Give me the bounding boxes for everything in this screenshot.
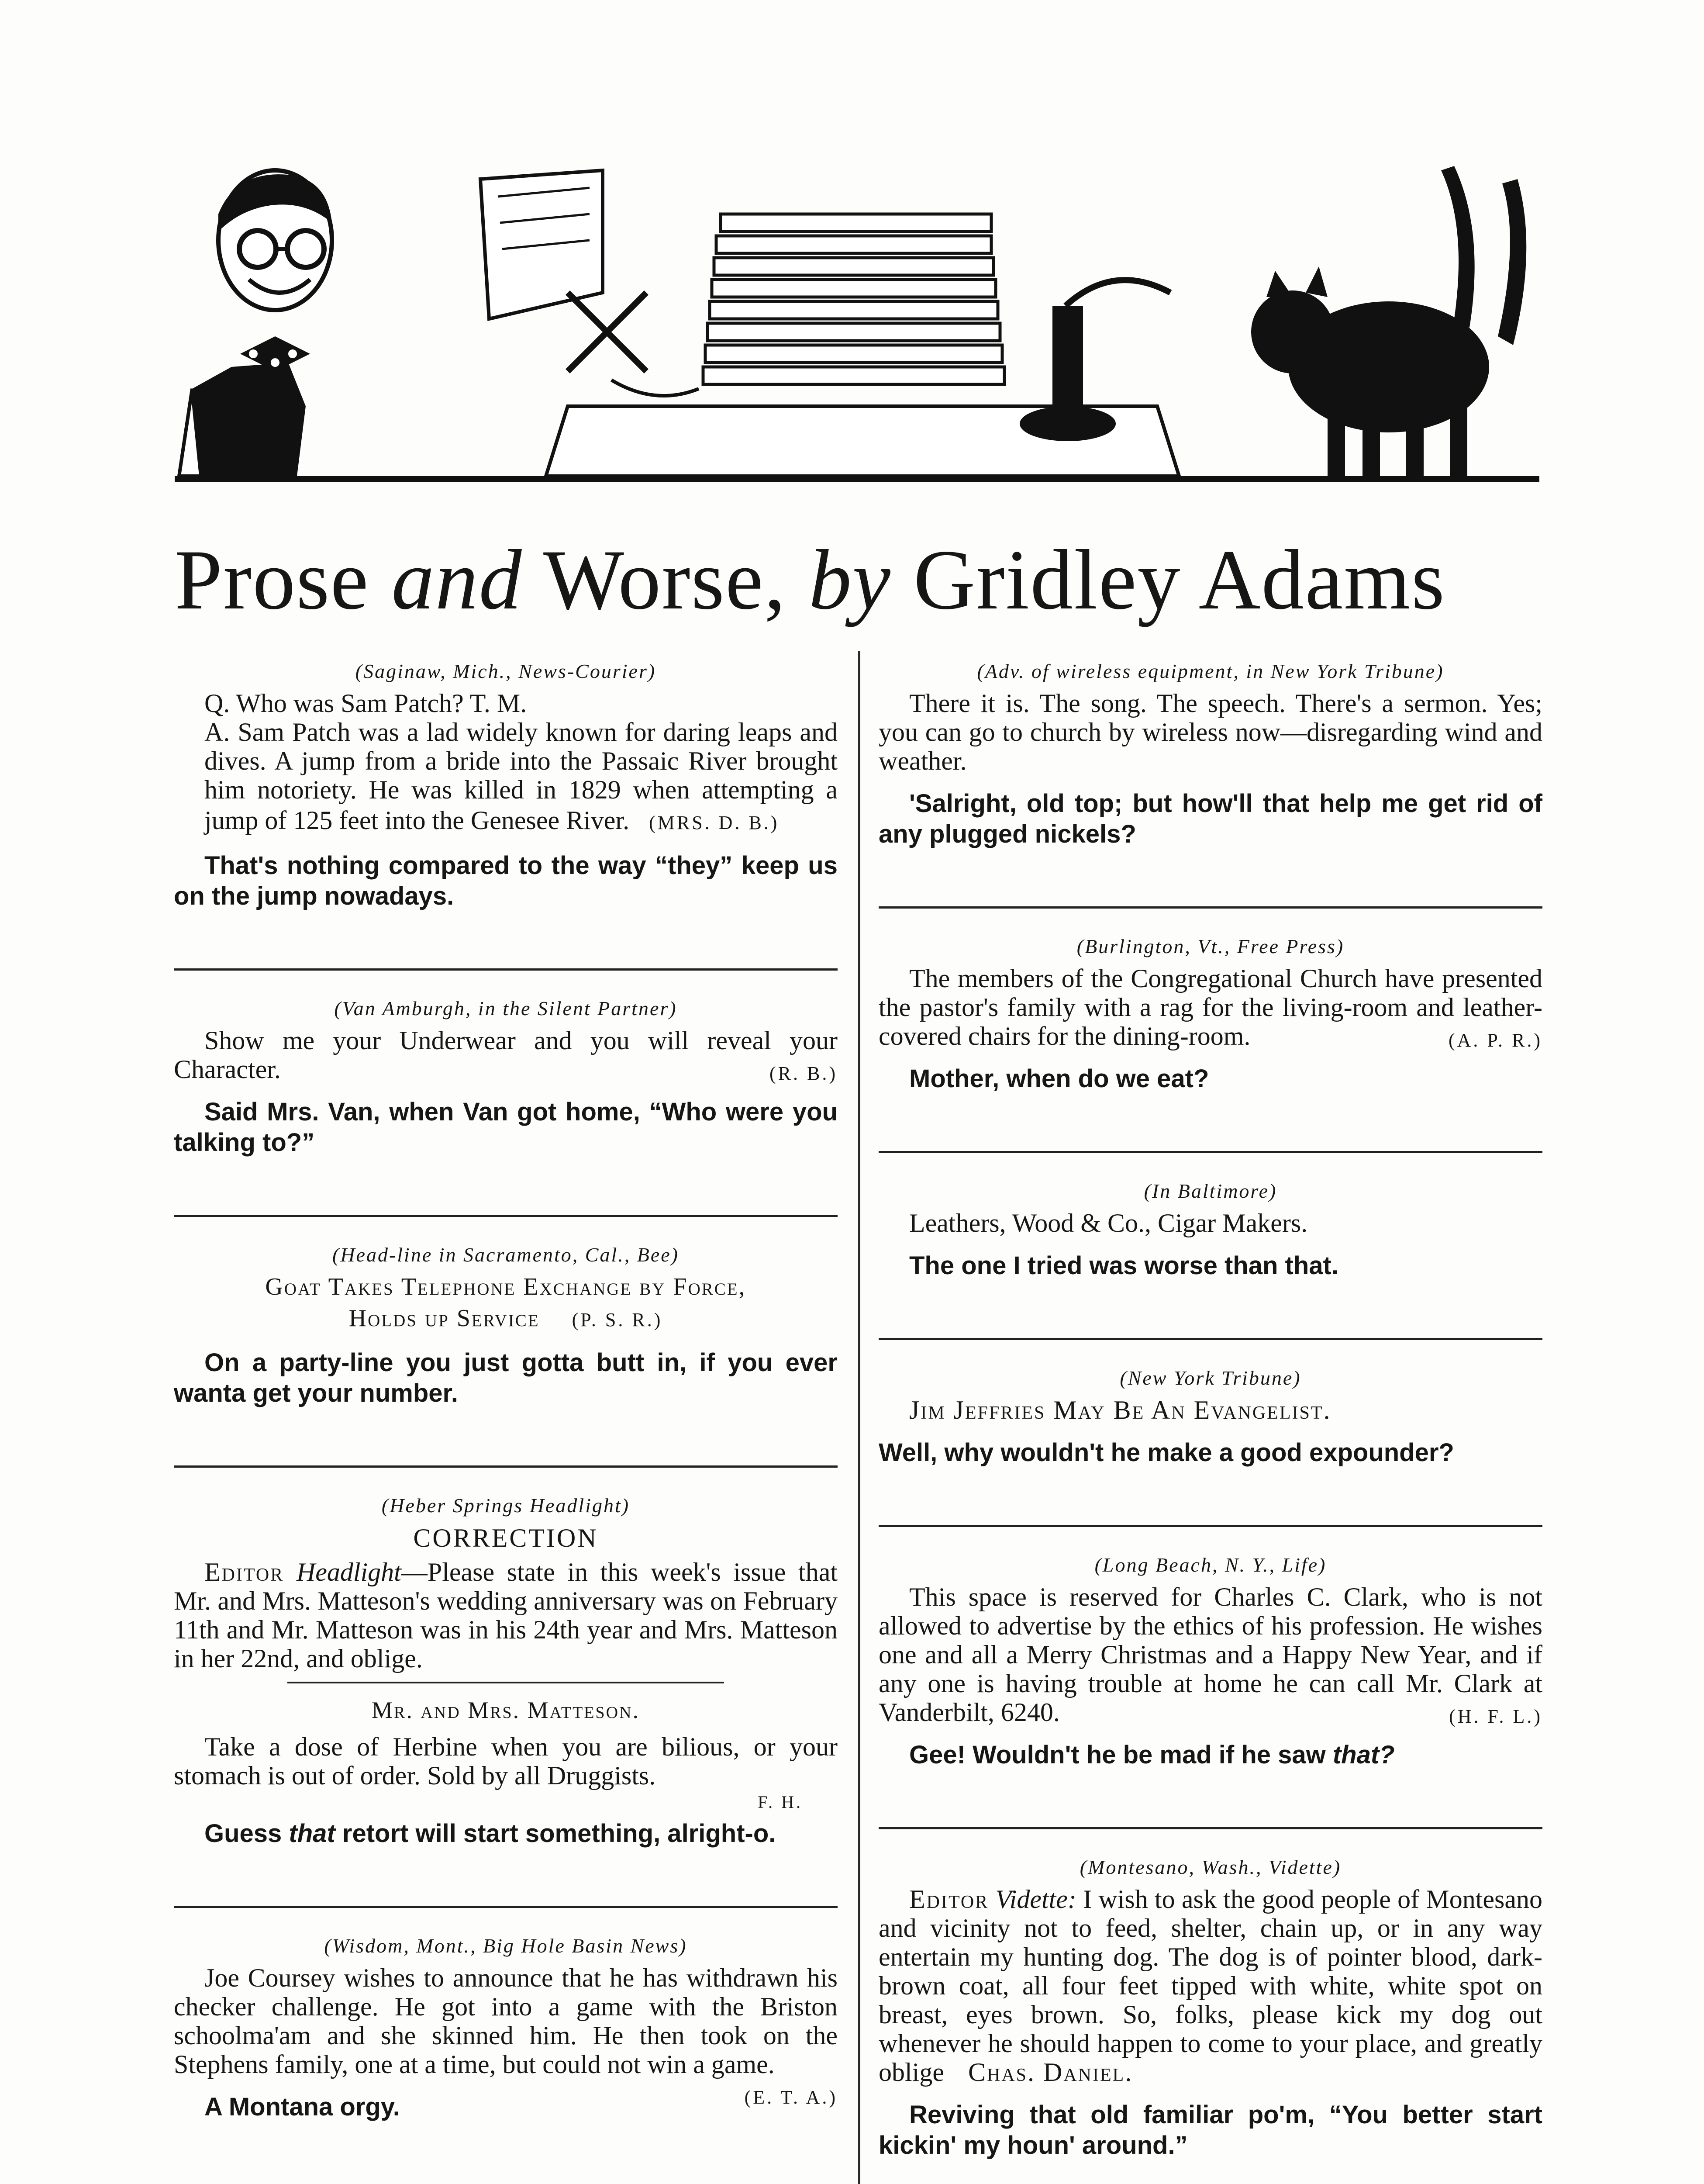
punchline: On a party-line you just gotta butt in, if you ever wanta get your number. [174, 1348, 838, 1407]
item-separator [879, 1151, 1542, 1153]
item-body: Jim Jeffries May Be An Evangelist. [909, 1396, 1331, 1424]
item-separator [174, 1906, 838, 1908]
item-separator [174, 1465, 838, 1468]
item-source: (Heber Springs Headlight) [381, 1494, 630, 1517]
item-body: Joe Coursey wishes to announce that he has withdrawn his checker challenge. He got into a game with the Briston schoolma'am and she skinned him. He then took on the Stephens family, one at a time, but could not win a game. (E. T. A.) [174, 1963, 838, 2079]
punchline: Gee! Wouldn't he be mad if he saw that? [909, 1741, 1395, 1769]
punchline: 'Salright, old top; but how'll that help me get rid of any plugged nickels? [879, 789, 1542, 848]
item-body: This space is reserved for Charles C. Clark, who is not allowed to advertise by the ethics of his profession. He wishes one and all a Merry Christmas and a Happy New Year, and if any one is having trouble at home he can call Mr. Clark at Vanderbilt, 6240. (H. F. L.) [879, 1583, 1542, 1727]
item-body: Leathers, Wood & Co., Cigar Makers. [909, 1209, 1308, 1237]
item-source: (Burlington, Vt., Free Press) [1076, 935, 1345, 957]
item-body: Editor Vidette: I wish to ask the good people of Montesano and vicinity not to feed, shelter, chain up, or in any way entertain my hunting dog. The dog is of pointer blood, dark-brown coat, all four feet tipped with white, white spot on breast, eyes brown. So, folks, please kick my dog out whenever he should happen to come to your place, and greatly oblige Chas. Daniel. [879, 1885, 1542, 2087]
item-separator [879, 906, 1542, 909]
item-body: The members of the Congregational Church have presented the pastor's family with a rag for the living-room and leather-covered chairs for the dining-room. (A. P. R.) [879, 964, 1542, 1051]
item-wisdom [174, 1934, 838, 2122]
left-column [174, 660, 838, 2122]
inner-separator [287, 1682, 724, 1683]
editor-cartoon-illustration [175, 162, 1539, 476]
item-long-beach [879, 1553, 1542, 1770]
signature: Mr. and Mrs. Matteson. [371, 1697, 640, 1723]
item-wireless [879, 660, 1542, 850]
punchline: Said Mrs. Van, when Van got home, “Who were you talking to?” [174, 1098, 838, 1157]
item-montesano [879, 1856, 1542, 2161]
papers-and-scissors [480, 170, 699, 396]
column-divider [858, 651, 860, 2184]
item-source: (Saginaw, Mich., News-Courier) [355, 660, 656, 682]
item-source: (New York Tribune) [1120, 1367, 1301, 1389]
punchline: The one I tried was worse than that. [909, 1251, 1338, 1280]
editor-figure [179, 170, 332, 476]
item-body: There it is. The song. The speech. There's a sermon. Yes; you can go to church by wireless now—disregarding wind and weather. [879, 689, 1542, 775]
correction-heading: CORRECTION [413, 1524, 598, 1552]
contributor-initials: (R. B.) [769, 1063, 838, 1084]
black-cats [1251, 166, 1526, 476]
item-sam-patch [174, 660, 838, 912]
punchline: Mother, when do we eat? [909, 1064, 1209, 1093]
signature: Chas. Daniel. [968, 2058, 1133, 2087]
item-underwear [174, 997, 838, 1158]
item-correction [174, 1494, 838, 1849]
contributor-initials: (MRS. D. B.) [649, 812, 780, 833]
item-separator [879, 1827, 1542, 1829]
page-title: Prose and Worse, by Gridley Adams [175, 532, 1446, 627]
item-source: (Wisdom, Mont., Big Hole Basin News) [324, 1935, 687, 1957]
contributor-initials: (H. F. L.) [1449, 1706, 1542, 1727]
question-text: Q. Who was Sam Patch? T. M. [204, 689, 527, 718]
item-separator [174, 968, 838, 971]
item-source: (In Baltimore) [1144, 1180, 1277, 1202]
item-goat [174, 1243, 838, 1409]
item-burlington [879, 935, 1542, 1094]
contributor-initials: (A. P. R.) [1448, 1030, 1542, 1051]
headline-line-2: Holds up Service (P. S. R.) [174, 1301, 838, 1334]
item-jeffries [879, 1366, 1542, 1468]
contributor-initials: F. H. [758, 1792, 803, 1812]
item-source: (Adv. of wireless equipment, in New York Tribune) [977, 660, 1444, 682]
contributor-initials: (E. T. A.) [744, 2087, 838, 2108]
right-column [879, 660, 1542, 2161]
item-body: Show me your Underwear and you will reveal your Character. (R. B.) [174, 1026, 838, 1084]
item-source: (Long Beach, N. Y., Life) [1094, 1554, 1327, 1576]
headline-line-1: Goat Takes Telephone Exchange by Force, [265, 1273, 746, 1300]
item-source: (Van Amburgh, in the Silent Partner) [334, 997, 677, 1019]
item-body: Editor Headlight—Please state in this week's issue that Mr. and Mrs. Matteson's wedding anniversary was on February 11th and Mr. Matteson was in his 24th year and Mrs. Matteson in her 22nd, and oblige. [174, 1558, 838, 1673]
item-source: (Montesano, Wash., Vidette) [1080, 1856, 1342, 1878]
item-baltimore [879, 1179, 1542, 1281]
answer-text: A. Sam Patch was a lad widely known for daring leaps and dives. A jump from a bride into the Passaic River brought him notoriety. He was killed in 1829 when attempting a jump of 125 feet into the Genesee River. (MRS. D. B.) [174, 718, 838, 837]
punchline: Well, why wouldn't he make a good expounder? [879, 1438, 1454, 1467]
punchline: A Montana orgy. [204, 2093, 400, 2121]
contributor-initials: (P. S. R.) [572, 1309, 663, 1330]
item-separator [879, 1338, 1542, 1340]
advertisement-text: Take a dose of Herbine when you are bilious, or your stomach is out of order. Sold by all Druggists. [174, 1732, 838, 1790]
item-separator [174, 1215, 838, 1217]
punchline: Guess that retort will start something, alright-o. [204, 1819, 776, 1848]
punchline: That's nothing compared to the way “they” keep us on the jump nowadays. [174, 851, 838, 910]
header-illustration [175, 162, 1539, 482]
punchline: Reviving that old familiar po'm, “You better start kickin' my houn' around.” [879, 2101, 1542, 2160]
item-separator [879, 1525, 1542, 1527]
item-source: (Head-line in Sacramento, Cal., Bee) [332, 1244, 679, 1266]
